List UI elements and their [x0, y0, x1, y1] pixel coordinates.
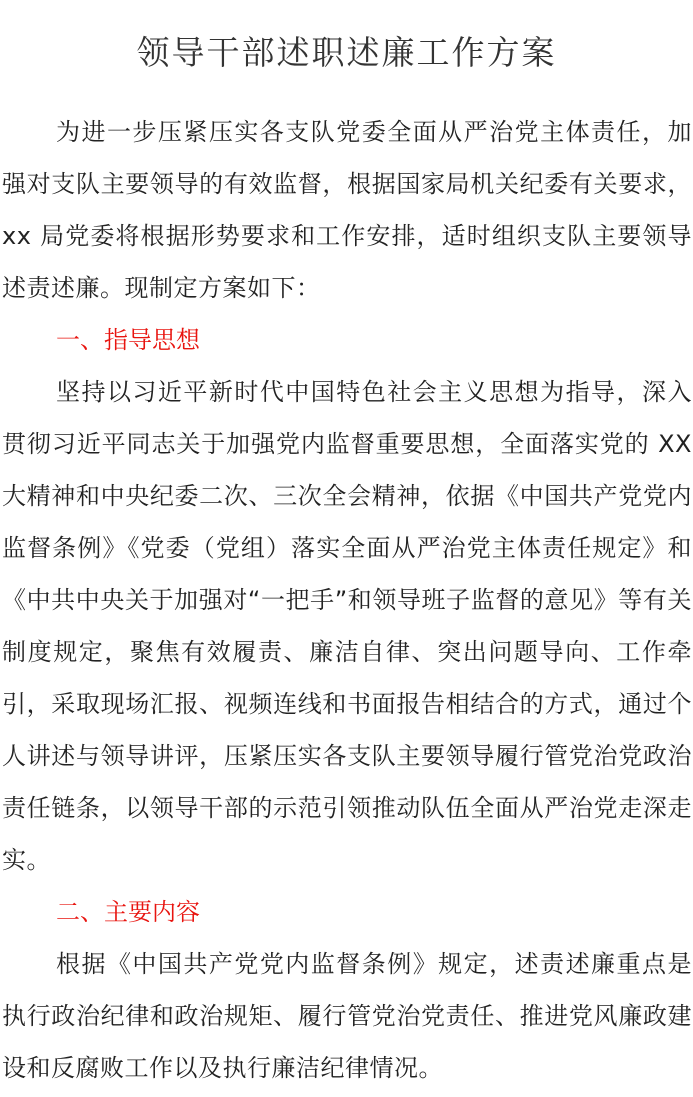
document-body: [2, 106, 692, 1094]
main-content-paragraph: 根据《中国共产党党内监督条例》规定，述责述廉重点是执行政治纪律和政治规矩、履行管党治党责任、推进党风廉政建设和反腐败工作以及执行廉洁纪律情况。: [2, 950, 692, 1082]
document-title: 领导干部述职述廉工作方案: [136, 33, 557, 72]
section-heading-main-content: 二、主要内容: [56, 898, 200, 926]
guiding-thought-paragraph: 坚持以习近平新时代中国特色社会主义思想为指导，深入贯彻习近平同志关于加强党内监督重要思想，全面落实党的 XX 大精神和中央纪委二次、三次全会精神，依据《中国共产党党内监督条例》《党委（党组）落实全面从严治党主体责任规定》和《中共中央关于加强对“一把手”和领导班子监督的意见》等有关制度规定，聚焦有效履责、廉洁自律、突出问题导向、工作牵引，采取现场汇报、视频连线和书面报告相结合的方式，通过个人讲述与领导讲评，压紧压实各支队主要领导履行管党治党政治责任链条，以领导干部的示范引领推动队伍全面从严治党走深走实。: [2, 378, 692, 874]
intro-paragraph: 为进一步压紧压实各支队党委全面从严治党主体责任，加强对支队主要领导的有效监督，根据国家局机关纪委有关要求，xx 局党委将根据形势要求和工作安排，适时组织支队主要领导述责述廉。现制定方案如下：: [2, 118, 692, 302]
section-heading-guiding-thought: 一、指导思想: [56, 326, 200, 354]
